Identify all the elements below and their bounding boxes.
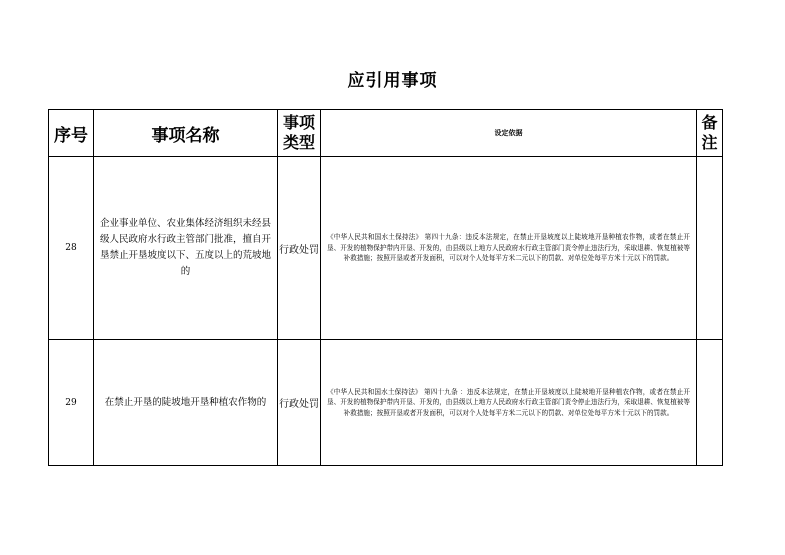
header-type: 事项类型 — [278, 110, 321, 157]
row-name: 企业事业单位、农业集体经济组织未经县级人民政府水行政主管部门批准，擅自开垦禁止开垦坡度以下、五度以上的荒坡地的 — [94, 157, 278, 340]
header-seq: 序号 — [49, 110, 94, 157]
table-row — [49, 157, 723, 340]
row-note — [697, 157, 723, 340]
row-name: 在禁止开垦的陡坡地开垦种植农作物的 — [94, 340, 278, 466]
row-type: 行政处罚 — [278, 340, 321, 466]
row-seq: 28 — [49, 157, 94, 340]
row-basis: 《中华人民共和国水土保持法》 第四十九条 ：违反本法规定，在禁止开垦坡度以上陡坡地开垦种植农作物，或者在禁止开垦、开发的植物保护带内开垦、开发的，由县级以上地方人民政府水行政主管部门责令停止违法行为，采取退耕、恢复植被等补救措施；按照开垦或者开发面积，可以对个人处每平方米二元以下的罚款、对单位处每平方米十元以下的罚款。 — [321, 340, 697, 466]
row-basis: 《中华人民共和国水土保持法》 第四十九条：违反本法规定，在禁止开垦坡度以上陡坡地开垦种植农作物，或者在禁止开垦、开发的植物保护带内开垦、开发的，由县级以上地方人民政府水行政主管部门责令停止违法行为，采取退耕、恢复植被等补救措施；按照开垦或者开发面积，可以对个人处每平方米二元以下的罚款、对单位处每平方米十元以下的罚款。 — [321, 157, 697, 340]
row-type: 行政处罚 — [278, 157, 321, 340]
header-basis: 设定依据 — [321, 110, 697, 157]
page-title: 应引用事项 — [347, 71, 438, 91]
header-name: 事项名称 — [94, 110, 278, 157]
header-note: 备注 — [697, 110, 723, 157]
row-note — [697, 340, 723, 466]
header-row — [49, 110, 723, 157]
table-row — [49, 340, 723, 466]
items-table — [48, 109, 723, 466]
row-seq: 29 — [49, 340, 94, 466]
